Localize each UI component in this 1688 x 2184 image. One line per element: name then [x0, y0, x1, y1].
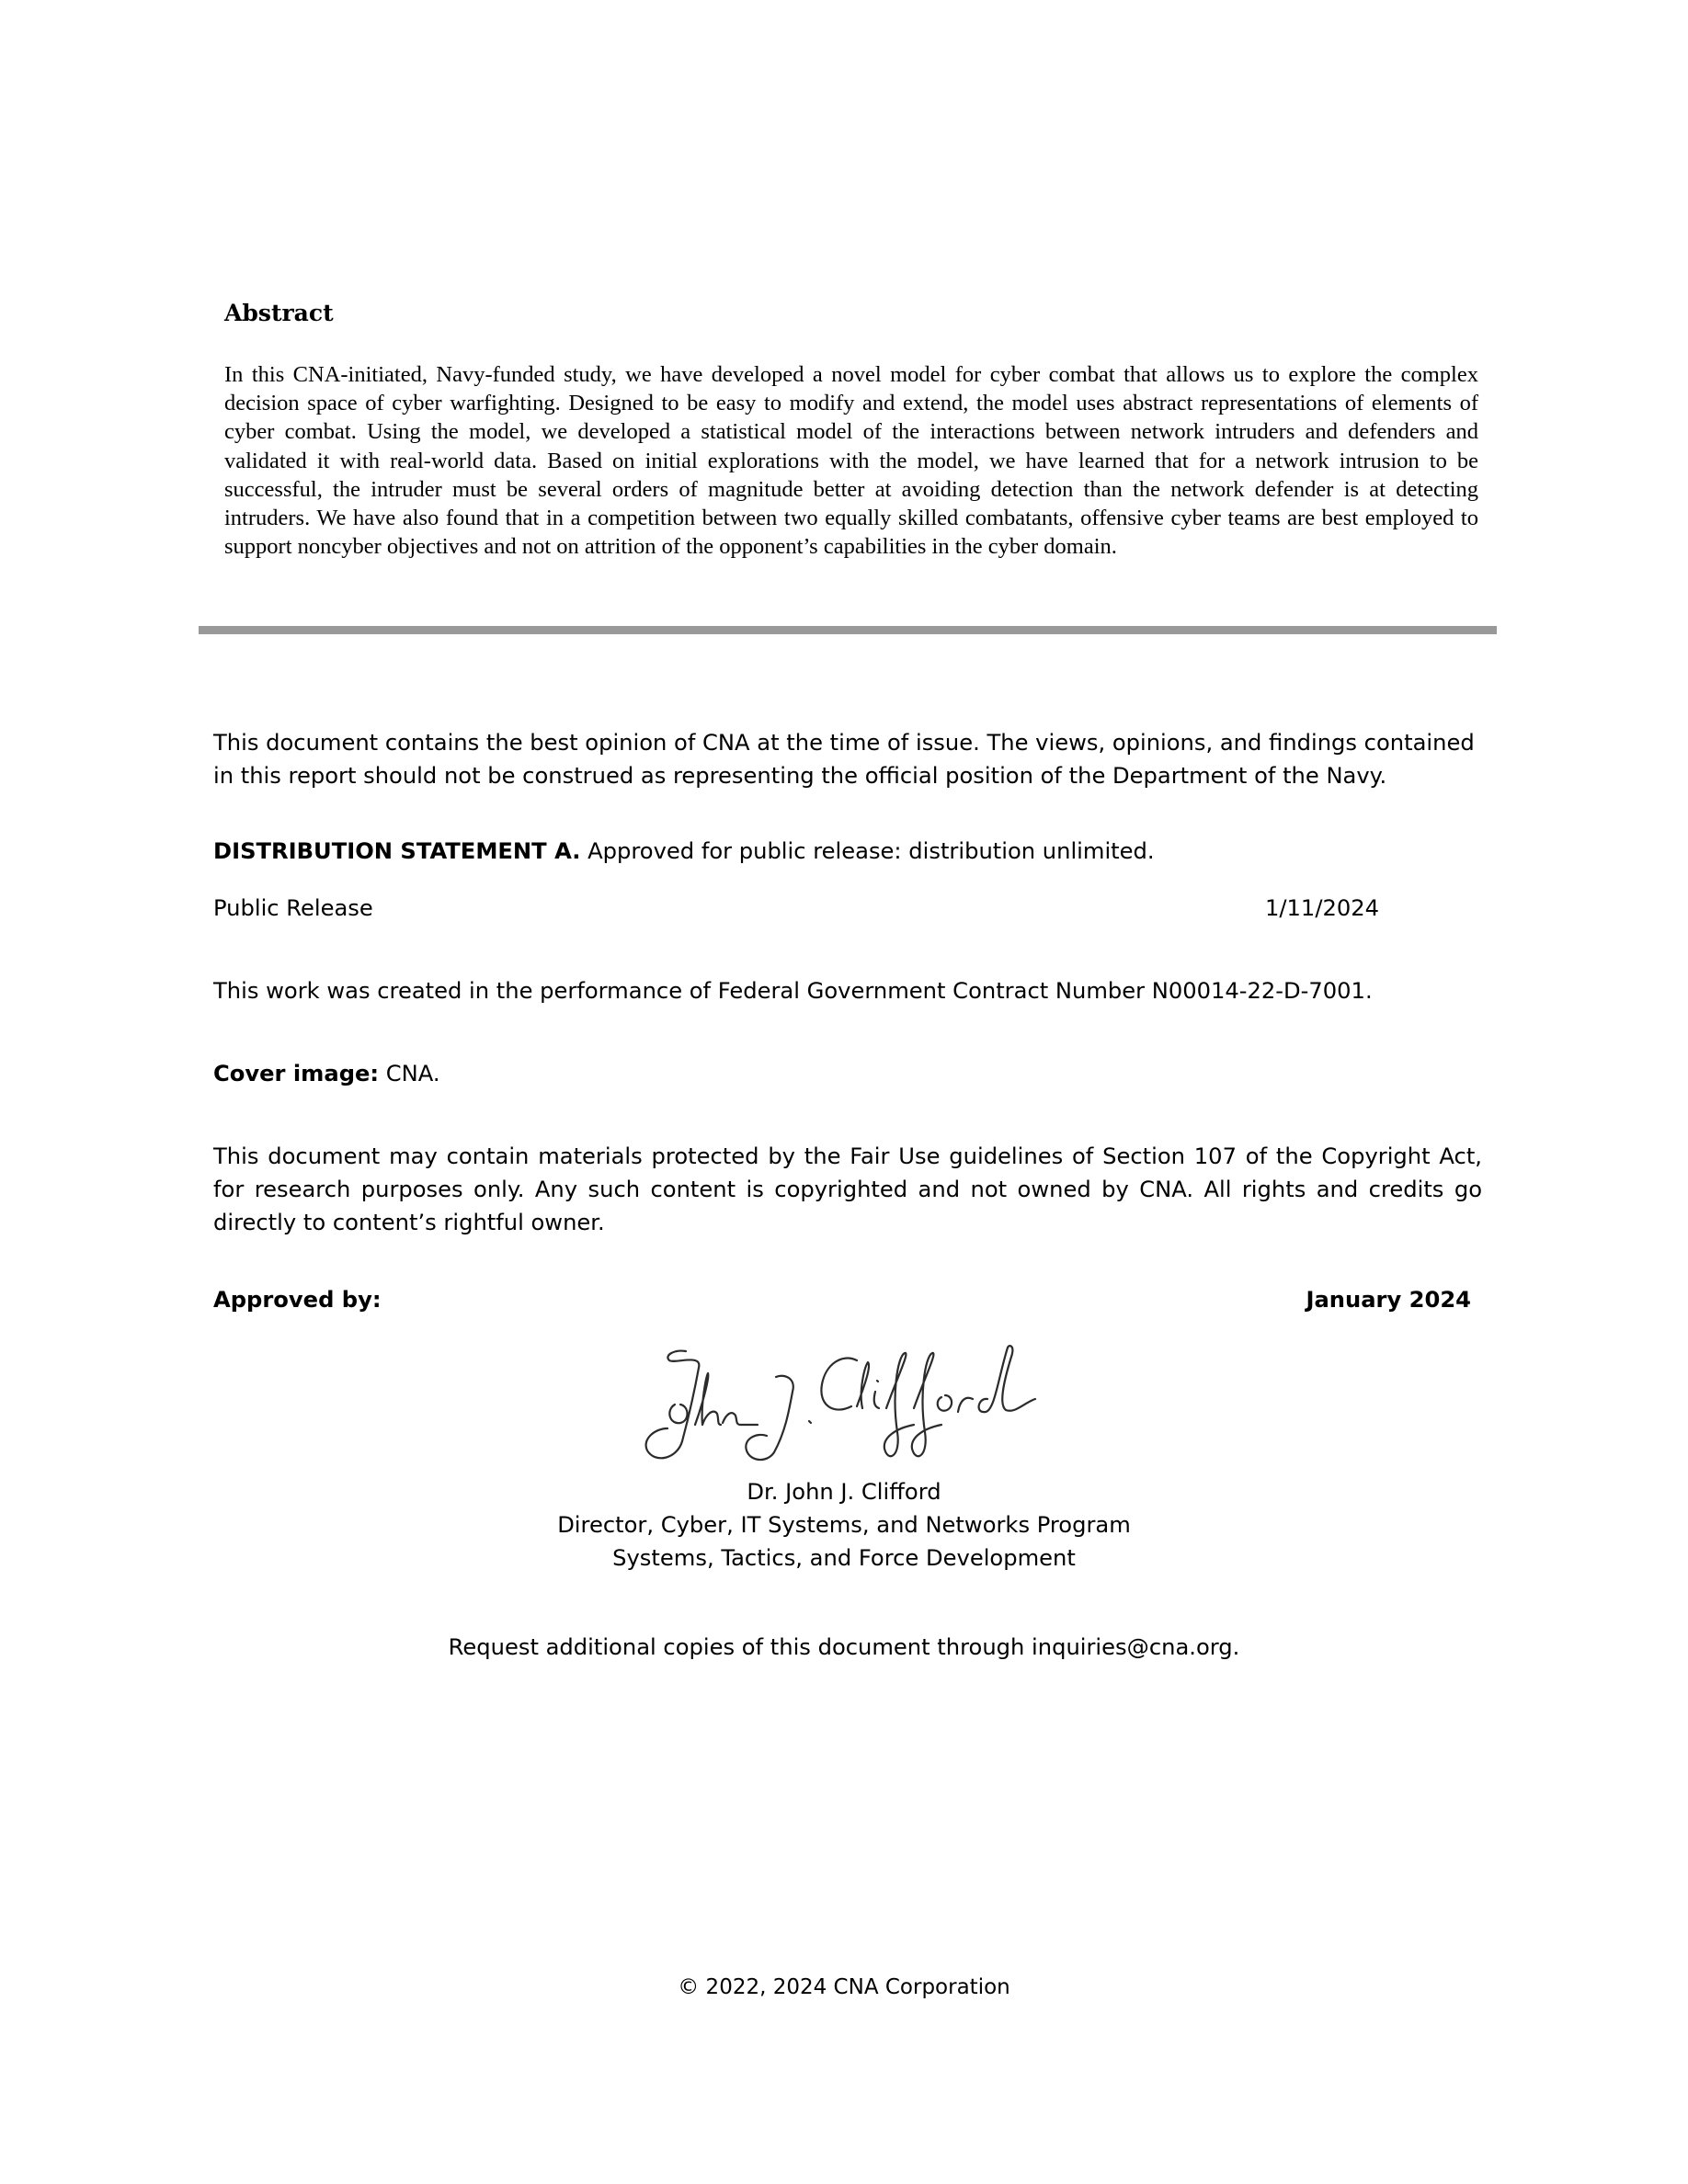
- abstract-heading: Abstract: [224, 300, 334, 326]
- copyright-notice: © 2022, 2024 CNA Corporation: [678, 1975, 1010, 1999]
- distribution-label: DISTRIBUTION STATEMENT A.: [213, 838, 581, 864]
- cover-image-credit: [213, 1057, 1491, 1090]
- approval-date: January 2024: [1306, 1287, 1471, 1313]
- request-copies-line: Request additional copies of this document through inquiries@cna.org.: [448, 1634, 1240, 1660]
- fair-use-notice: This document may contain materials protected by the Fair Use guidelines of Section 107 of the Copyright Act, for research purposes only. Any such content is copyrighted and not owned by CNA. All rights and credits go directly to content’s rightful owner.: [213, 1143, 1482, 1235]
- distribution-text: Approved for public release: distribution unlimited.: [580, 838, 1155, 864]
- signer-title: Director, Cyber, IT Systems, and Networks Program: [557, 1512, 1131, 1538]
- disclaimer-paragraph: This document contains the best opinion of CNA at the time of issue. The views, opinions, and findings contained in this report should not be construed as representing the official position of the Department of the Navy.: [213, 730, 1475, 789]
- release-label: Public Release: [213, 895, 373, 921]
- cover-image-text: CNA.: [379, 1061, 440, 1086]
- abstract-divider: [199, 626, 1497, 634]
- signer-department: Systems, Tactics, and Force Development: [612, 1545, 1076, 1571]
- approved-by-label: Approved by:: [213, 1287, 382, 1313]
- release-date: 1/11/2024: [1265, 895, 1380, 921]
- cover-image-label: Cover image:: [213, 1061, 380, 1086]
- signature-image: [638, 1340, 1043, 1467]
- signer-name: Dr. John J. Clifford: [747, 1479, 941, 1505]
- contract-statement: This work was created in the performance of Federal Government Contract Number N00014-22-D-7001.: [213, 978, 1373, 1004]
- abstract-body: In this CNA-initiated, Navy-funded study, we have developed a novel model for cyber combat that allows us to explore the complex decision space of cyber warfighting. Designed to be easy to modify and extend, the model uses abstract representations of elements of cyber combat. Using the model, we developed a statistical model of the interactions between network intruders and defenders and validated it with real-world data. Based on initial explorations with the model, we have learned that for a network intrusion to be successful, the intruder must be several orders of magnitude better at avoiding detection than the network defender is at detecting intruders. We have also found that in a competition between two equally skilled combatants, offensive cyber teams are best employed to support noncyber objectives and not on attrition of the opponent’s capabilities in the cyber domain.: [224, 362, 1478, 560]
- distribution-statement: [213, 835, 1491, 868]
